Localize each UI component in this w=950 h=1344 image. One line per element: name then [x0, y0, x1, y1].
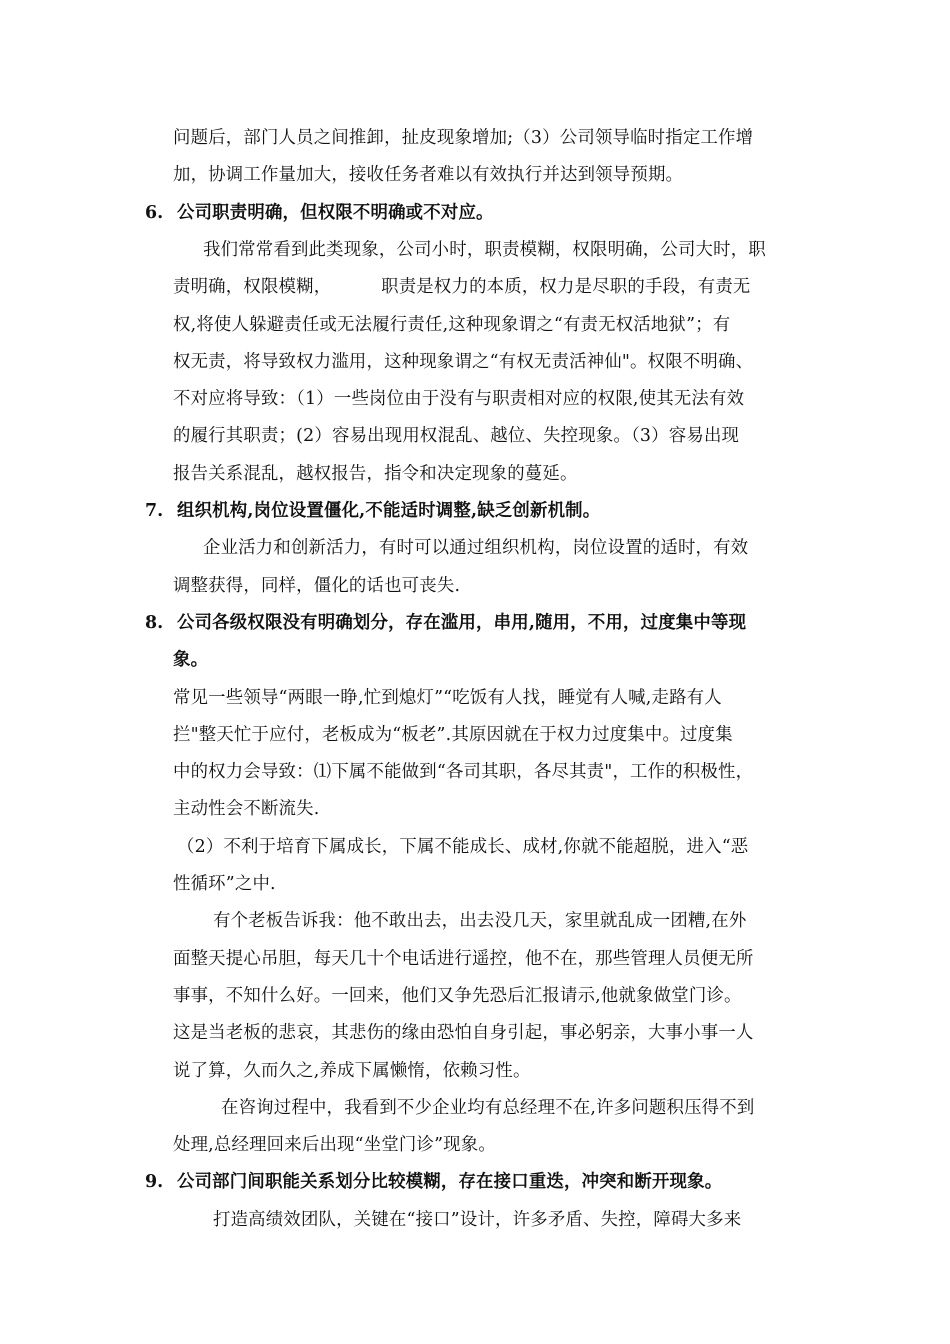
section-heading: 公司部门间职能关系划分比较模糊，存在接口重迭，冲突和断开现象。: [177, 1172, 723, 1193]
paragraph-line: 企业活力和创新活力，有时可以通过组织机构，岗位设置的适时，有效: [203, 538, 749, 559]
paragraph-line: 处理,总经理回来后出现“坐堂门诊”现象。: [173, 1135, 496, 1156]
paragraph-line: 的履行其职责；(2）容易出现用权混乱、越位、失控现象。（3）容易出现: [173, 426, 740, 447]
paragraph-line: 中的权力会导致：⑴下属不能做到“各司其职，各尽其责"，工作的积极性，: [173, 762, 754, 783]
section-number: 7.: [145, 501, 164, 521]
paragraph-line: （2）不利于培育下属成长，下属不能成长、成材,你就不能超脱，进入“恶: [177, 836, 749, 857]
section-heading: 组织机构,岗位设置僵化,不能适时调整,缺乏创新机制。: [177, 501, 601, 521]
paragraph-line: 这是当老板的悲哀，其悲伤的缘由恐怕自身引起，事必躬亲，大事小事一人: [173, 1023, 754, 1044]
paragraph-line: 说了算，久而久之,养成下属懒惰，依赖习性。: [173, 1060, 531, 1081]
paragraph-line: 常见一些领导“两眼一睁,忙到熄灯”“吃饭有人找，睡觉有人喊,走路有人: [173, 687, 722, 708]
paragraph-line: 问题后，部门人员之间推卸，扯皮现象增加;（3）公司领导临时指定工作增: [173, 128, 754, 148]
section-heading: 公司各级权限没有明确划分，存在滥用，串用,随用，不用，过度集中等现: [177, 612, 747, 633]
paragraph-line: 有个老板告诉我：他不敢出去，出去没几天，家里就乱成一团糟,在外: [213, 911, 747, 932]
paragraph-line: 拦"整天忙于应付，老板成为“板老”.其原因就在于权力过度集中。过度集: [173, 724, 733, 745]
paragraph-line: 权无责，将导致权力滥用，这种现象谓之“有权无责活神仙"。权限不明确、: [173, 351, 754, 372]
paragraph-line: 主动性会不断流失.: [173, 799, 320, 820]
paragraph-line: 不对应将导致：（1）一些岗位由于没有与职责相对应的权限,使其无法有效: [173, 389, 745, 410]
paragraph-line: 在咨询过程中，我看到不少企业均有总经理不在,许多问题积压得不到: [221, 1097, 755, 1118]
paragraph-line: 我们常常看到此类现象，公司小时，职责模糊，权限明确，公司大时，职: [203, 239, 766, 260]
section-number: 8.: [145, 612, 164, 633]
paragraph-line: 调整获得，同样，僵化的话也可丧失.: [173, 575, 461, 596]
paragraph-line: 报告关系混乱，越权报告，指令和决定现象的蔓延。: [173, 463, 578, 484]
paragraph-line: 打造高绩效团队，关键在“接口”设计，许多矛盾、失控，障碍大多来: [213, 1209, 742, 1230]
paragraph-line: 事事，不知什么好。一回来，他们又争先恐后汇报请示,他就象做堂门诊。: [173, 985, 742, 1006]
paragraph-line: 性循环”之中.: [173, 874, 276, 894]
paragraph-line: 面整天提心吊胆，每天几十个电话进行遥控，他不在，那些管理人员便无所: [173, 948, 754, 969]
paragraph-line: 权,将使人躲避责任或无法履行责任,这种现象谓之“有责无权活地狱”；有: [173, 314, 731, 335]
section-heading: 公司职责明确，但权限不明确或不对应。: [177, 202, 494, 223]
paragraph-line: 责明确，权限模糊， 职责是权力的本质，权力是尽职的手段，有责无: [173, 277, 751, 298]
section-number: 6.: [145, 202, 164, 223]
paragraph-line: 加，协调工作量加大，接收任务者难以有效执行并达到领导预期。: [173, 165, 684, 186]
section-heading-continuation: 象。: [173, 650, 209, 671]
section-number: 9.: [145, 1172, 164, 1193]
